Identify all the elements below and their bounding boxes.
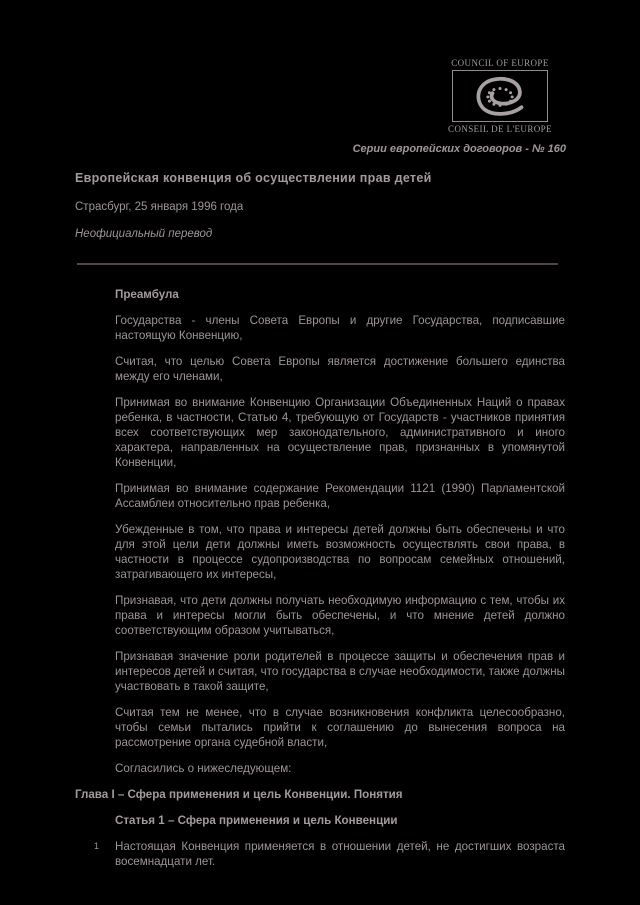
chapter-1-heading: Глава I – Сфера применения и цель Конвенции. Понятия xyxy=(75,788,403,801)
logo-emblem-box xyxy=(452,70,548,122)
preamble-paragraph: Государства - члены Совета Европы и другие Государства, подписавшие настоящую Конвенцию, xyxy=(115,314,565,342)
preamble-paragraph: Считая тем не менее, что в случае возникновения конфликта целесообразно, чтобы семьи пытались прийти к соглашению до вынесения вопроса на рассмотрение органа судебной власти, xyxy=(115,706,565,749)
preamble-paragraph: Признавая значение роли родителей в процессе защиты и обеспечения прав и интересов детей и считая, что государства в случае необходимости, также должны участвовать в такой защите, xyxy=(115,650,565,693)
document-title: Европейская конвенция об осуществлении прав детей xyxy=(75,171,432,185)
logo-text-french: CONSEIL DE L'EUROPE xyxy=(448,124,552,134)
article-1-heading: Статья 1 – Сфера применения и цель Конвенции xyxy=(115,814,398,827)
preamble-paragraph: Признавая, что дети должны получать необходимую информацию с тем, чтобы их права и интересы могли быть обеспечены, и что мнение детей должно соответствующим образом учитываться, xyxy=(115,594,565,637)
preamble-section xyxy=(115,287,565,776)
preamble-paragraph: Принимая во внимание содержание Рекомендации 1121 (1990) Парламентской Ассамблеи относительно прав ребенка, xyxy=(115,482,565,510)
article-1-item-1 xyxy=(75,839,565,880)
preamble-paragraph: Считая, что целью Совета Европы является достижение большего единства между его членами, xyxy=(115,355,565,383)
preamble-heading: Преамбула xyxy=(115,288,179,301)
place-date-line: Страсбург, 25 января 1996 года xyxy=(75,201,244,213)
preamble-paragraph: Принимая во внимание Конвенцию Организации Объединенных Наций о правах ребенка, в частности, Статью 4, требующую от Государств - участников принятия всех соответствующих мер законодательного, административного и иного характера, направленных на осуществление прав, признанных в упомянутой Конвенции, xyxy=(115,396,565,469)
item-number: 1 xyxy=(94,841,100,851)
separator-rule xyxy=(77,263,558,265)
preamble-paragraph: Согласились о нижеследующем: xyxy=(115,762,292,775)
translation-note: Неофициальный перевод xyxy=(75,228,213,240)
logo-text-english: COUNCIL OF EUROPE xyxy=(451,58,549,68)
treaty-series-line: Серии европейских договоров - № 160 xyxy=(352,143,566,155)
preamble-paragraph: Убежденные в том, что права и интересы детей должны быть обеспечены и что для этой цели дети должны иметь возможность осуществлять свои права, в частности в процессе судопроизводства по вопросам семейных отношений, затрагивающего их интересы, xyxy=(115,523,565,581)
council-of-europe-emblem-icon xyxy=(456,73,544,119)
item-text: Настоящая Конвенция применяется в отношении детей, не достигших возраста восемнадцати лет. xyxy=(115,840,565,868)
council-of-europe-logo xyxy=(446,58,554,134)
document-body xyxy=(75,287,565,880)
